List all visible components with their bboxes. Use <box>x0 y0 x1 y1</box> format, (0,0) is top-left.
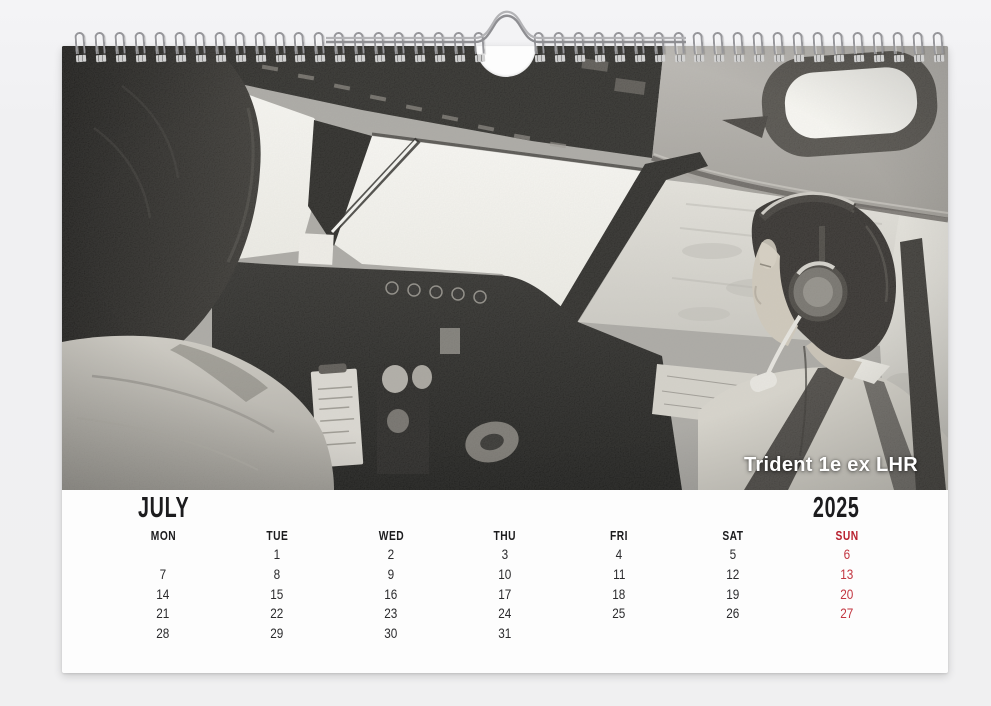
day-cell-20: 20 <box>840 585 854 602</box>
calendar-title-row <box>62 490 948 524</box>
binding-loop <box>892 32 904 55</box>
binding-loop <box>753 32 765 55</box>
binding-loop <box>912 32 924 55</box>
calendar-photo-section <box>62 46 948 490</box>
day-cell-29: 29 <box>270 625 284 642</box>
binding-loop <box>234 32 246 55</box>
day-cell-empty <box>562 624 676 644</box>
day-cell-21: 21 <box>156 605 170 622</box>
day-cell-7: 7 <box>159 565 167 582</box>
day-header-fri: FRI <box>610 529 628 543</box>
binding-loop <box>772 32 784 55</box>
binding-loop <box>733 32 745 55</box>
day-cell-24: 24 <box>498 605 512 622</box>
day-cell-2: 2 <box>387 546 395 562</box>
binding-loop <box>274 32 286 55</box>
binding-loop <box>932 32 944 55</box>
day-cell-empty <box>106 545 220 565</box>
day-cell-empty <box>790 624 904 644</box>
binding-loop <box>693 32 705 55</box>
binding-loop <box>214 32 226 55</box>
day-header-mon: MON <box>150 529 176 543</box>
day-cell-18: 18 <box>612 585 626 602</box>
day-cell-empty <box>676 624 790 644</box>
day-header-sun: SUN <box>835 529 859 543</box>
day-cell-14: 14 <box>156 585 170 602</box>
binding-loop <box>94 32 106 55</box>
calendar-grid <box>106 527 904 644</box>
hanger-wire <box>325 9 687 49</box>
day-cell-9: 9 <box>387 565 395 582</box>
month-title: JULY <box>138 492 190 524</box>
binding-loop <box>314 32 326 55</box>
wall-calendar-page <box>62 46 948 673</box>
day-cell-1: 1 <box>273 546 281 562</box>
binding-loop <box>194 32 206 55</box>
day-cell-4: 4 <box>615 546 623 562</box>
calendar-grid-section <box>62 490 948 673</box>
day-cell-30: 30 <box>384 625 398 642</box>
day-cell-8: 8 <box>273 565 281 582</box>
binding-loop <box>812 32 824 55</box>
binding-loop <box>114 32 126 55</box>
binding-loop <box>254 32 266 55</box>
binding-loop <box>832 32 844 55</box>
binding-loop <box>294 32 306 55</box>
day-header-sat: SAT <box>722 529 744 543</box>
binding-loop <box>154 32 166 55</box>
day-cell-6: 6 <box>843 546 851 562</box>
day-cell-15: 15 <box>270 585 284 602</box>
day-cell-16: 16 <box>384 585 398 602</box>
day-header-thu: THU <box>493 529 517 543</box>
day-cell-11: 11 <box>612 565 626 582</box>
day-cell-17: 17 <box>498 585 512 602</box>
cockpit-photo <box>62 46 948 490</box>
photo-caption: Trident 1e ex LHR <box>743 454 918 476</box>
day-cell-31: 31 <box>498 625 512 642</box>
day-cell-5: 5 <box>729 546 737 562</box>
day-cell-28: 28 <box>156 625 170 642</box>
day-header-tue: TUE <box>266 529 288 543</box>
day-cell-26: 26 <box>726 605 740 622</box>
day-cell-27: 27 <box>840 605 854 622</box>
binding-loop <box>852 32 864 55</box>
day-cell-13: 13 <box>840 565 854 582</box>
day-cell-10: 10 <box>498 565 512 582</box>
year-title: 2025 <box>813 492 860 524</box>
day-cell-3: 3 <box>501 546 509 562</box>
binding-loop <box>74 32 86 55</box>
day-cell-12: 12 <box>726 565 740 582</box>
day-cell-25: 25 <box>612 605 626 622</box>
binding-loop <box>792 32 804 55</box>
day-header-wed: WED <box>378 529 404 543</box>
binding-loop <box>134 32 146 55</box>
binding-loop <box>713 32 725 55</box>
binding-loop <box>872 32 884 55</box>
day-cell-23: 23 <box>384 605 398 622</box>
binding-loop <box>174 32 186 55</box>
day-cell-19: 19 <box>726 585 740 602</box>
day-cell-22: 22 <box>270 605 284 622</box>
